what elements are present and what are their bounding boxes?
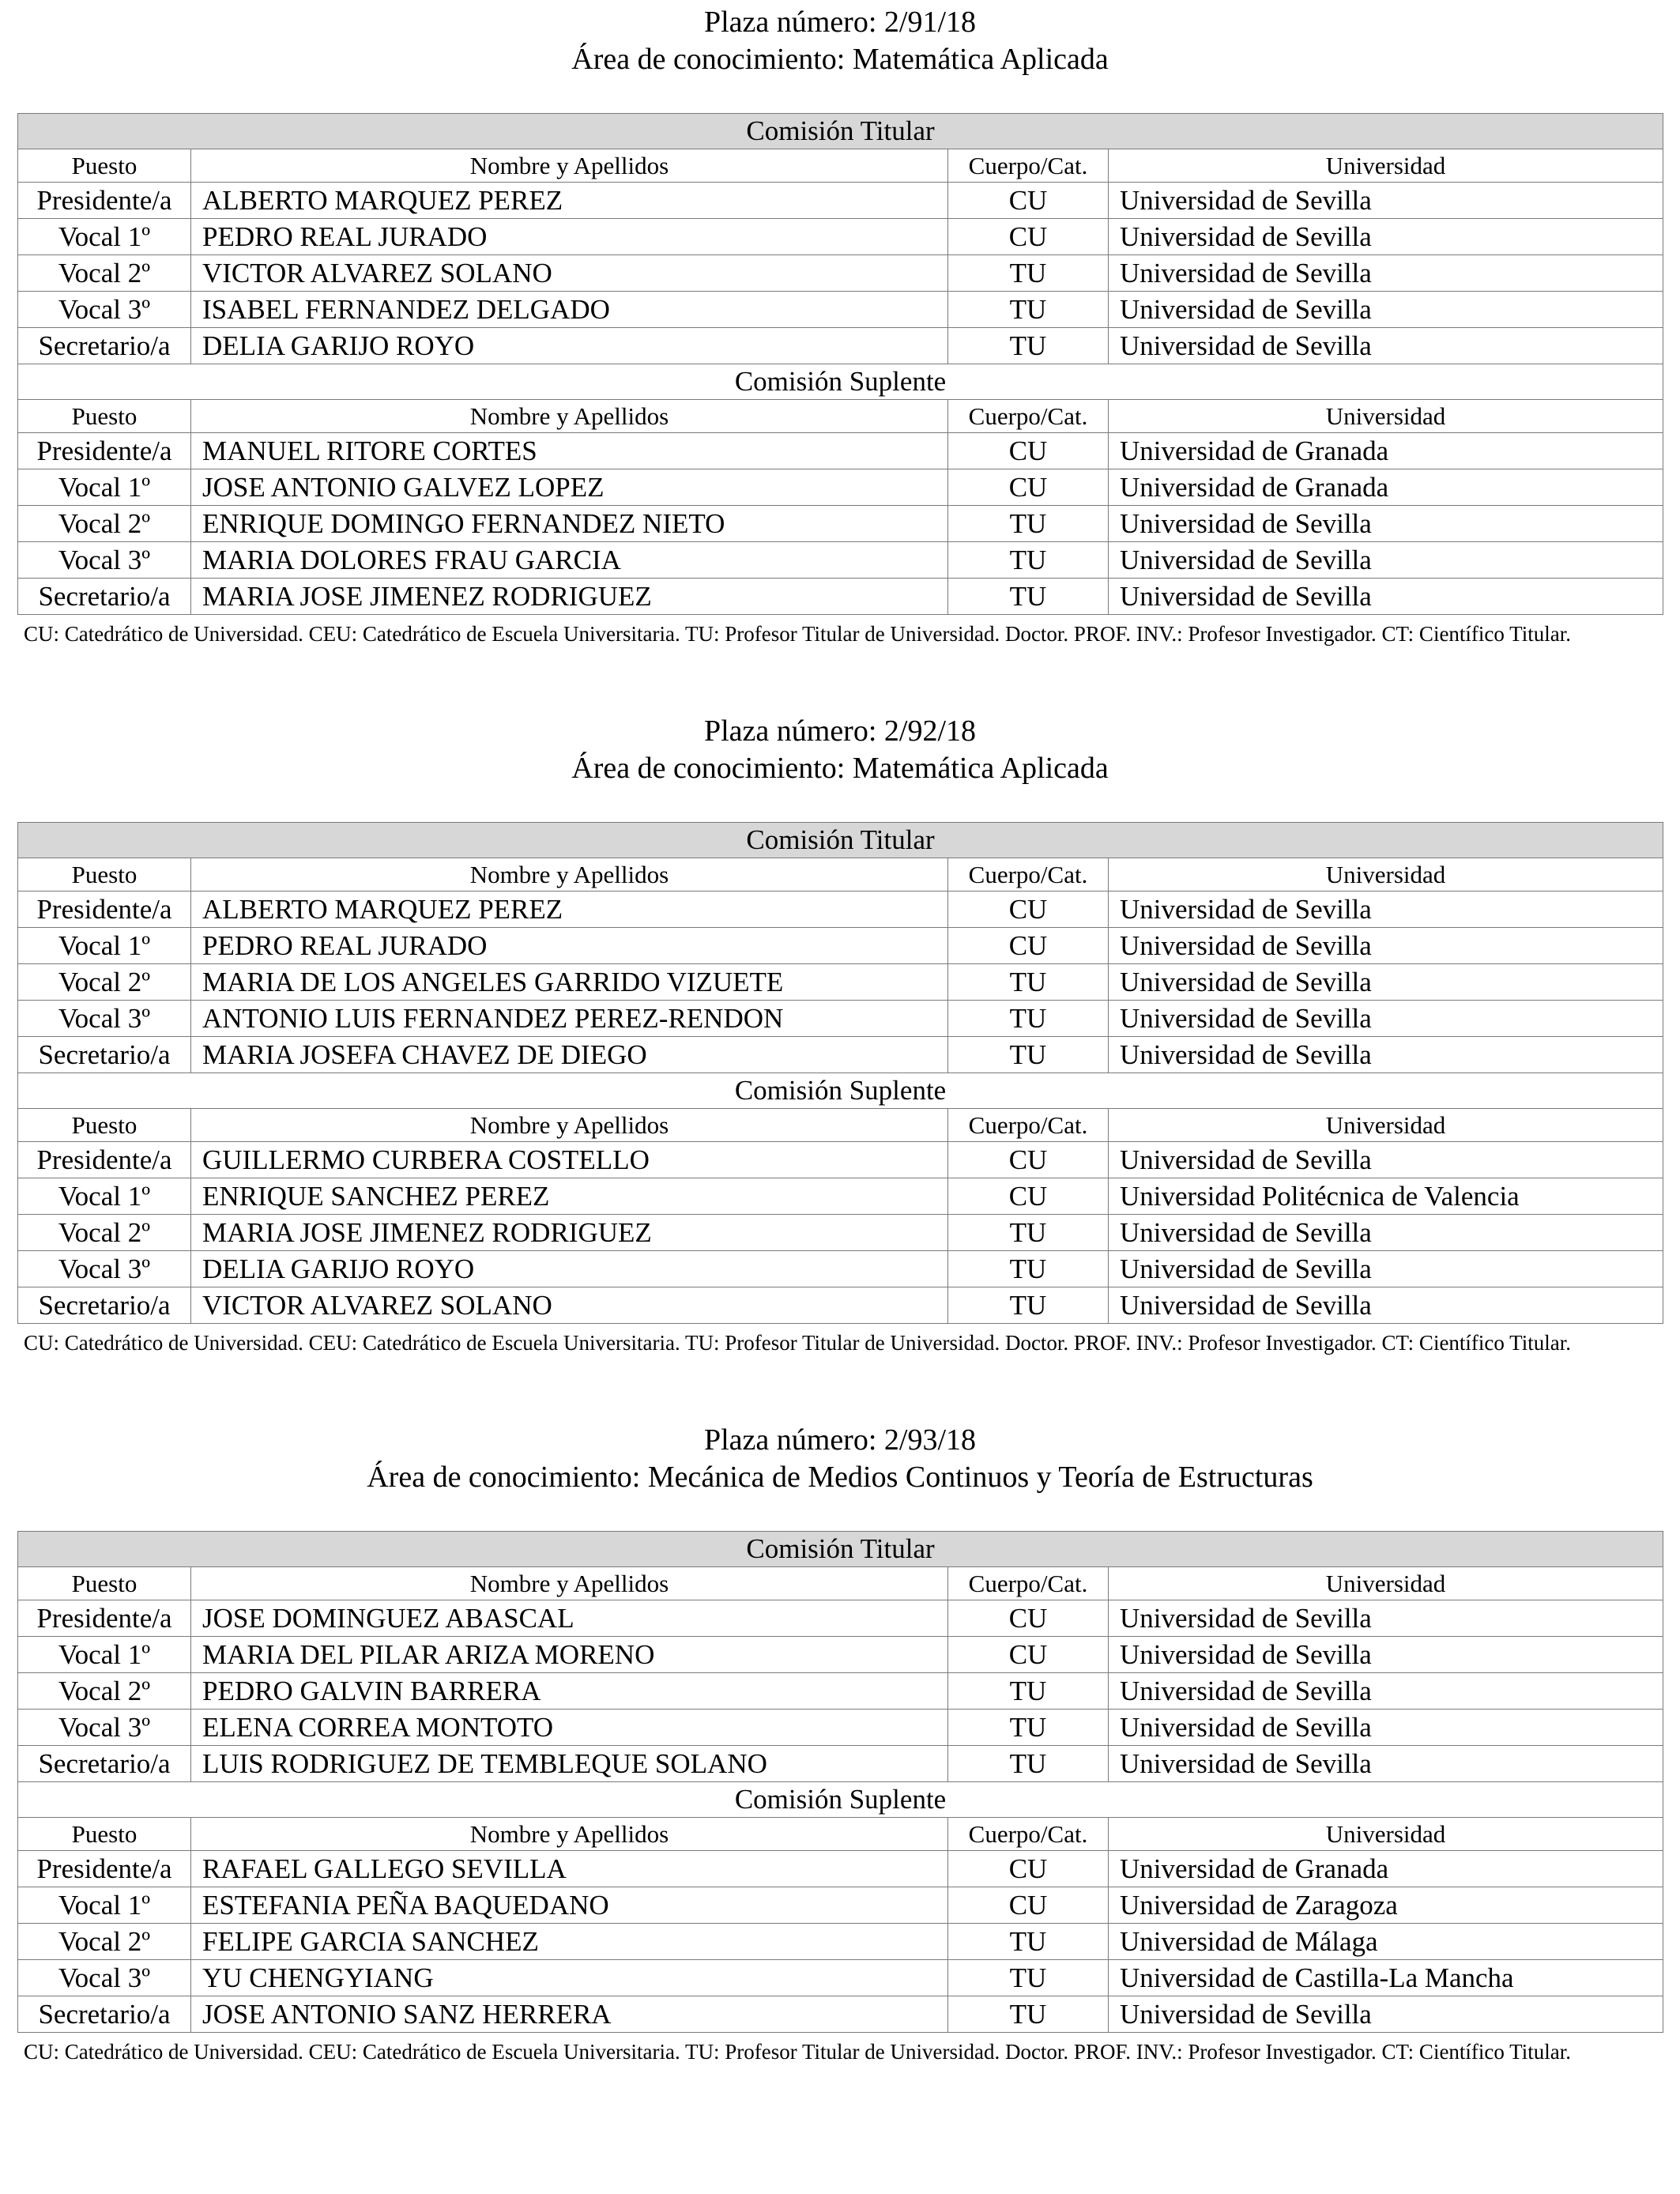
col-header-universidad: Universidad bbox=[1109, 1109, 1663, 1142]
cell-universidad: Universidad de Zaragoza bbox=[1109, 1887, 1663, 1924]
table-row bbox=[18, 964, 1663, 1001]
cell-nombre: ISABEL FERNANDEZ DELGADO bbox=[191, 292, 948, 328]
table-row bbox=[18, 1037, 1663, 1073]
col-header-universidad: Universidad bbox=[1109, 149, 1663, 183]
table-row bbox=[18, 292, 1663, 328]
col-header-puesto: Puesto bbox=[18, 149, 191, 183]
section-title-suplente: Comisión Suplente bbox=[18, 1073, 1663, 1109]
col-header-nombre: Nombre y Apellidos bbox=[191, 1109, 948, 1142]
table-row bbox=[18, 183, 1663, 219]
cell-cuerpo: TU bbox=[948, 1746, 1109, 1782]
cell-cuerpo: TU bbox=[948, 964, 1109, 1001]
cell-cuerpo: TU bbox=[948, 1215, 1109, 1251]
cell-puesto: Vocal 2º bbox=[18, 506, 191, 542]
cell-cuerpo: CU bbox=[948, 928, 1109, 964]
table-row bbox=[18, 469, 1663, 506]
cell-cuerpo: TU bbox=[948, 542, 1109, 579]
col-header-nombre: Nombre y Apellidos bbox=[191, 1818, 948, 1851]
cell-puesto: Vocal 1º bbox=[18, 469, 191, 506]
section-header-titular bbox=[18, 114, 1663, 149]
table-row bbox=[18, 1887, 1663, 1924]
plaza-block bbox=[0, 1418, 1680, 2121]
table-row bbox=[18, 928, 1663, 964]
cell-puesto: Vocal 3º bbox=[18, 1960, 191, 1996]
cell-nombre: MARIA DE LOS ANGELES GARRIDO VIZUETE bbox=[191, 964, 948, 1001]
cell-puesto: Presidente/a bbox=[18, 1142, 191, 1178]
cell-nombre: ALBERTO MARQUEZ PEREZ bbox=[191, 892, 948, 928]
table-row bbox=[18, 1637, 1663, 1673]
cell-puesto: Secretario/a bbox=[18, 328, 191, 364]
cell-nombre: DELIA GARIJO ROYO bbox=[191, 1251, 948, 1287]
col-header-cuerpo: Cuerpo/Cat. bbox=[948, 1818, 1109, 1851]
cell-cuerpo: TU bbox=[948, 1960, 1109, 1996]
col-header-nombre: Nombre y Apellidos bbox=[191, 149, 948, 183]
cell-cuerpo: CU bbox=[948, 469, 1109, 506]
table-row bbox=[18, 542, 1663, 579]
cell-universidad: Universidad de Sevilla bbox=[1109, 1142, 1663, 1178]
cell-nombre: DELIA GARIJO ROYO bbox=[191, 328, 948, 364]
cell-cuerpo: CU bbox=[948, 1178, 1109, 1215]
cell-cuerpo: TU bbox=[948, 328, 1109, 364]
cell-nombre: YU CHENGYIANG bbox=[191, 1960, 948, 1996]
col-header-universidad: Universidad bbox=[1109, 1567, 1663, 1600]
col-header-cuerpo: Cuerpo/Cat. bbox=[948, 1567, 1109, 1600]
cell-cuerpo: CU bbox=[948, 1851, 1109, 1887]
cell-universidad: Universidad de Sevilla bbox=[1109, 542, 1663, 579]
cell-puesto: Secretario/a bbox=[18, 1746, 191, 1782]
cell-puesto: Presidente/a bbox=[18, 892, 191, 928]
cell-puesto: Vocal 1º bbox=[18, 1887, 191, 1924]
section-title-titular: Comisión Titular bbox=[18, 114, 1663, 149]
cell-universidad: Universidad de Sevilla bbox=[1109, 1600, 1663, 1637]
section-title-suplente: Comisión Suplente bbox=[18, 1782, 1663, 1818]
col-header-universidad: Universidad bbox=[1109, 858, 1663, 892]
column-header-row bbox=[18, 400, 1663, 433]
cell-universidad: Universidad de Castilla-La Mancha bbox=[1109, 1960, 1663, 1996]
cell-universidad: Universidad de Sevilla bbox=[1109, 1710, 1663, 1746]
cell-universidad: Universidad de Sevilla bbox=[1109, 1001, 1663, 1037]
comision-table bbox=[17, 1531, 1663, 2033]
cell-nombre: PEDRO REAL JURADO bbox=[191, 928, 948, 964]
cell-puesto: Vocal 2º bbox=[18, 1673, 191, 1710]
cell-universidad: Universidad de Sevilla bbox=[1109, 183, 1663, 219]
cell-cuerpo: CU bbox=[948, 892, 1109, 928]
section-title-suplente: Comisión Suplente bbox=[18, 364, 1663, 400]
abbreviations-note: CU: Catedrático de Universidad. CEU: Catedrático de Escuela Universitaria. TU: Profesor Titular de Universidad. Doctor. PROF. INV.: Profesor Investigador. CT: Científico Titular. bbox=[24, 622, 1571, 646]
cell-universidad: Universidad de Granada bbox=[1109, 433, 1663, 469]
cell-universidad: Universidad de Sevilla bbox=[1109, 328, 1663, 364]
cell-cuerpo: TU bbox=[948, 1251, 1109, 1287]
cell-cuerpo: TU bbox=[948, 1673, 1109, 1710]
cell-universidad: Universidad de Sevilla bbox=[1109, 1215, 1663, 1251]
cell-puesto: Vocal 1º bbox=[18, 219, 191, 255]
cell-universidad: Universidad de Sevilla bbox=[1109, 219, 1663, 255]
cell-cuerpo: TU bbox=[948, 1001, 1109, 1037]
table-row bbox=[18, 219, 1663, 255]
section-title-titular: Comisión Titular bbox=[18, 823, 1663, 858]
cell-cuerpo: CU bbox=[948, 1637, 1109, 1673]
col-header-puesto: Puesto bbox=[18, 858, 191, 892]
cell-universidad: Universidad de Sevilla bbox=[1109, 1673, 1663, 1710]
cell-cuerpo: CU bbox=[948, 1600, 1109, 1637]
col-header-cuerpo: Cuerpo/Cat. bbox=[948, 400, 1109, 433]
cell-cuerpo: TU bbox=[948, 255, 1109, 292]
col-header-nombre: Nombre y Apellidos bbox=[191, 858, 948, 892]
cell-universidad: Universidad de Sevilla bbox=[1109, 1746, 1663, 1782]
table-row bbox=[18, 506, 1663, 542]
table-row bbox=[18, 1924, 1663, 1960]
cell-nombre: LUIS RODRIGUEZ DE TEMBLEQUE SOLANO bbox=[191, 1746, 948, 1782]
cell-puesto: Vocal 3º bbox=[18, 292, 191, 328]
table-row bbox=[18, 1746, 1663, 1782]
cell-nombre: JOSE ANTONIO GALVEZ LOPEZ bbox=[191, 469, 948, 506]
cell-nombre: ENRIQUE DOMINGO FERNANDEZ NIETO bbox=[191, 506, 948, 542]
cell-universidad: Universidad de Sevilla bbox=[1109, 579, 1663, 615]
col-header-universidad: Universidad bbox=[1109, 1818, 1663, 1851]
cell-universidad: Universidad de Sevilla bbox=[1109, 964, 1663, 1001]
table-row bbox=[18, 892, 1663, 928]
cell-cuerpo: CU bbox=[948, 433, 1109, 469]
comision-table bbox=[17, 822, 1663, 1324]
cell-universidad: Universidad de Sevilla bbox=[1109, 1996, 1663, 2033]
section-header-suplente bbox=[18, 1782, 1663, 1818]
table-row bbox=[18, 1996, 1663, 2033]
cell-universidad: Universidad de Málaga bbox=[1109, 1924, 1663, 1960]
table-row bbox=[18, 1287, 1663, 1324]
col-header-cuerpo: Cuerpo/Cat. bbox=[948, 149, 1109, 183]
plaza-block bbox=[0, 709, 1680, 1412]
section-header-suplente bbox=[18, 1073, 1663, 1109]
section-title-titular: Comisión Titular bbox=[18, 1532, 1663, 1567]
cell-puesto: Vocal 2º bbox=[18, 1215, 191, 1251]
abbreviations-note: CU: Catedrático de Universidad. CEU: Catedrático de Escuela Universitaria. TU: Profesor Titular de Universidad. Doctor. PROF. INV.: Profesor Investigador. CT: Científico Titular. bbox=[24, 1331, 1571, 1355]
cell-nombre: ANTONIO LUIS FERNANDEZ PEREZ-RENDON bbox=[191, 1001, 948, 1037]
comision-table bbox=[17, 113, 1663, 615]
cell-nombre: VICTOR ALVAREZ SOLANO bbox=[191, 1287, 948, 1324]
cell-nombre: RAFAEL GALLEGO SEVILLA bbox=[191, 1851, 948, 1887]
plaza-area: Área de conocimiento: Matemática Aplicada bbox=[571, 43, 1109, 76]
col-header-universidad: Universidad bbox=[1109, 400, 1663, 433]
cell-cuerpo: CU bbox=[948, 219, 1109, 255]
plaza-title: Plaza número: 2/91/18 bbox=[703, 6, 977, 39]
table-row bbox=[18, 255, 1663, 292]
cell-cuerpo: TU bbox=[948, 1924, 1109, 1960]
column-header-row bbox=[18, 858, 1663, 892]
cell-nombre: MARIA DEL PILAR ARIZA MORENO bbox=[191, 1637, 948, 1673]
table-row bbox=[18, 579, 1663, 615]
col-header-puesto: Puesto bbox=[18, 1567, 191, 1600]
cell-cuerpo: TU bbox=[948, 1996, 1109, 2033]
cell-universidad: Universidad de Sevilla bbox=[1109, 506, 1663, 542]
cell-nombre: PEDRO GALVIN BARRERA bbox=[191, 1673, 948, 1710]
table-row bbox=[18, 1710, 1663, 1746]
cell-nombre: JOSE ANTONIO SANZ HERRERA bbox=[191, 1996, 948, 2033]
cell-puesto: Presidente/a bbox=[18, 1851, 191, 1887]
cell-cuerpo: CU bbox=[948, 183, 1109, 219]
cell-cuerpo: TU bbox=[948, 1287, 1109, 1324]
cell-universidad: Universidad de Sevilla bbox=[1109, 292, 1663, 328]
col-header-puesto: Puesto bbox=[18, 1818, 191, 1851]
cell-puesto: Presidente/a bbox=[18, 183, 191, 219]
cell-puesto: Vocal 3º bbox=[18, 542, 191, 579]
col-header-cuerpo: Cuerpo/Cat. bbox=[948, 1109, 1109, 1142]
plaza-area: Área de conocimiento: Mecánica de Medios Continuos y Teoría de Estructuras bbox=[367, 1461, 1313, 1494]
table-row bbox=[18, 1001, 1663, 1037]
cell-universidad: Universidad de Sevilla bbox=[1109, 1251, 1663, 1287]
cell-nombre: GUILLERMO CURBERA COSTELLO bbox=[191, 1142, 948, 1178]
cell-nombre: VICTOR ALVAREZ SOLANO bbox=[191, 255, 948, 292]
cell-universidad: Universidad de Sevilla bbox=[1109, 1637, 1663, 1673]
cell-nombre: JOSE DOMINGUEZ ABASCAL bbox=[191, 1600, 948, 1637]
table-row bbox=[18, 1673, 1663, 1710]
cell-puesto: Presidente/a bbox=[18, 433, 191, 469]
plaza-title: Plaza número: 2/93/18 bbox=[703, 1423, 977, 1457]
cell-cuerpo: TU bbox=[948, 579, 1109, 615]
cell-nombre: ALBERTO MARQUEZ PEREZ bbox=[191, 183, 948, 219]
cell-puesto: Vocal 1º bbox=[18, 928, 191, 964]
column-header-row bbox=[18, 1567, 1663, 1600]
column-header-row bbox=[18, 149, 1663, 183]
cell-puesto: Vocal 1º bbox=[18, 1178, 191, 1215]
cell-puesto: Secretario/a bbox=[18, 579, 191, 615]
cell-puesto: Vocal 3º bbox=[18, 1710, 191, 1746]
section-header-titular bbox=[18, 1532, 1663, 1567]
cell-universidad: Universidad de Sevilla bbox=[1109, 892, 1663, 928]
col-header-cuerpo: Cuerpo/Cat. bbox=[948, 858, 1109, 892]
cell-universidad: Universidad de Sevilla bbox=[1109, 1287, 1663, 1324]
section-header-suplente bbox=[18, 364, 1663, 400]
abbreviations-note: CU: Catedrático de Universidad. CEU: Catedrático de Escuela Universitaria. TU: Profesor Titular de Universidad. Doctor. PROF. INV.: Profesor Investigador. CT: Científico Titular. bbox=[24, 2040, 1571, 2064]
table-row bbox=[18, 1600, 1663, 1637]
cell-nombre: MARIA JOSE JIMENEZ RODRIGUEZ bbox=[191, 579, 948, 615]
table-row bbox=[18, 1178, 1663, 1215]
cell-puesto: Presidente/a bbox=[18, 1600, 191, 1637]
cell-cuerpo: CU bbox=[948, 1887, 1109, 1924]
table-row bbox=[18, 433, 1663, 469]
cell-puesto: Secretario/a bbox=[18, 1037, 191, 1073]
col-header-puesto: Puesto bbox=[18, 400, 191, 433]
cell-cuerpo: TU bbox=[948, 292, 1109, 328]
cell-puesto: Vocal 1º bbox=[18, 1637, 191, 1673]
cell-puesto: Secretario/a bbox=[18, 1996, 191, 2033]
cell-nombre: ELENA CORREA MONTOTO bbox=[191, 1710, 948, 1746]
table-row bbox=[18, 1960, 1663, 1996]
table-row bbox=[18, 1215, 1663, 1251]
column-header-row bbox=[18, 1818, 1663, 1851]
cell-puesto: Vocal 2º bbox=[18, 1924, 191, 1960]
table-row bbox=[18, 1251, 1663, 1287]
cell-puesto: Secretario/a bbox=[18, 1287, 191, 1324]
cell-nombre: FELIPE GARCIA SANCHEZ bbox=[191, 1924, 948, 1960]
cell-nombre: ENRIQUE SANCHEZ PEREZ bbox=[191, 1178, 948, 1215]
table-row bbox=[18, 1851, 1663, 1887]
cell-universidad: Universidad de Granada bbox=[1109, 1851, 1663, 1887]
cell-nombre: MARIA JOSEFA CHAVEZ DE DIEGO bbox=[191, 1037, 948, 1073]
cell-nombre: MARIA DOLORES FRAU GARCIA bbox=[191, 542, 948, 579]
cell-puesto: Vocal 3º bbox=[18, 1001, 191, 1037]
cell-universidad: Universidad de Sevilla bbox=[1109, 1037, 1663, 1073]
cell-nombre: MANUEL RITORE CORTES bbox=[191, 433, 948, 469]
plaza-block bbox=[0, 0, 1680, 703]
cell-cuerpo: CU bbox=[948, 1142, 1109, 1178]
cell-cuerpo: TU bbox=[948, 506, 1109, 542]
cell-universidad: Universidad Politécnica de Valencia bbox=[1109, 1178, 1663, 1215]
cell-puesto: Vocal 2º bbox=[18, 255, 191, 292]
table-row bbox=[18, 1142, 1663, 1178]
col-header-nombre: Nombre y Apellidos bbox=[191, 1567, 948, 1600]
cell-cuerpo: TU bbox=[948, 1710, 1109, 1746]
cell-universidad: Universidad de Granada bbox=[1109, 469, 1663, 506]
cell-universidad: Universidad de Sevilla bbox=[1109, 255, 1663, 292]
cell-cuerpo: TU bbox=[948, 1037, 1109, 1073]
cell-nombre: MARIA JOSE JIMENEZ RODRIGUEZ bbox=[191, 1215, 948, 1251]
column-header-row bbox=[18, 1109, 1663, 1142]
col-header-puesto: Puesto bbox=[18, 1109, 191, 1142]
cell-puesto: Vocal 3º bbox=[18, 1251, 191, 1287]
cell-nombre: PEDRO REAL JURADO bbox=[191, 219, 948, 255]
cell-universidad: Universidad de Sevilla bbox=[1109, 928, 1663, 964]
col-header-nombre: Nombre y Apellidos bbox=[191, 400, 948, 433]
cell-puesto: Vocal 2º bbox=[18, 964, 191, 1001]
section-header-titular bbox=[18, 823, 1663, 858]
plaza-title: Plaza número: 2/92/18 bbox=[703, 714, 977, 748]
plaza-area: Área de conocimiento: Matemática Aplicada bbox=[571, 752, 1109, 785]
cell-nombre: ESTEFANIA PEÑA BAQUEDANO bbox=[191, 1887, 948, 1924]
table-row bbox=[18, 328, 1663, 364]
